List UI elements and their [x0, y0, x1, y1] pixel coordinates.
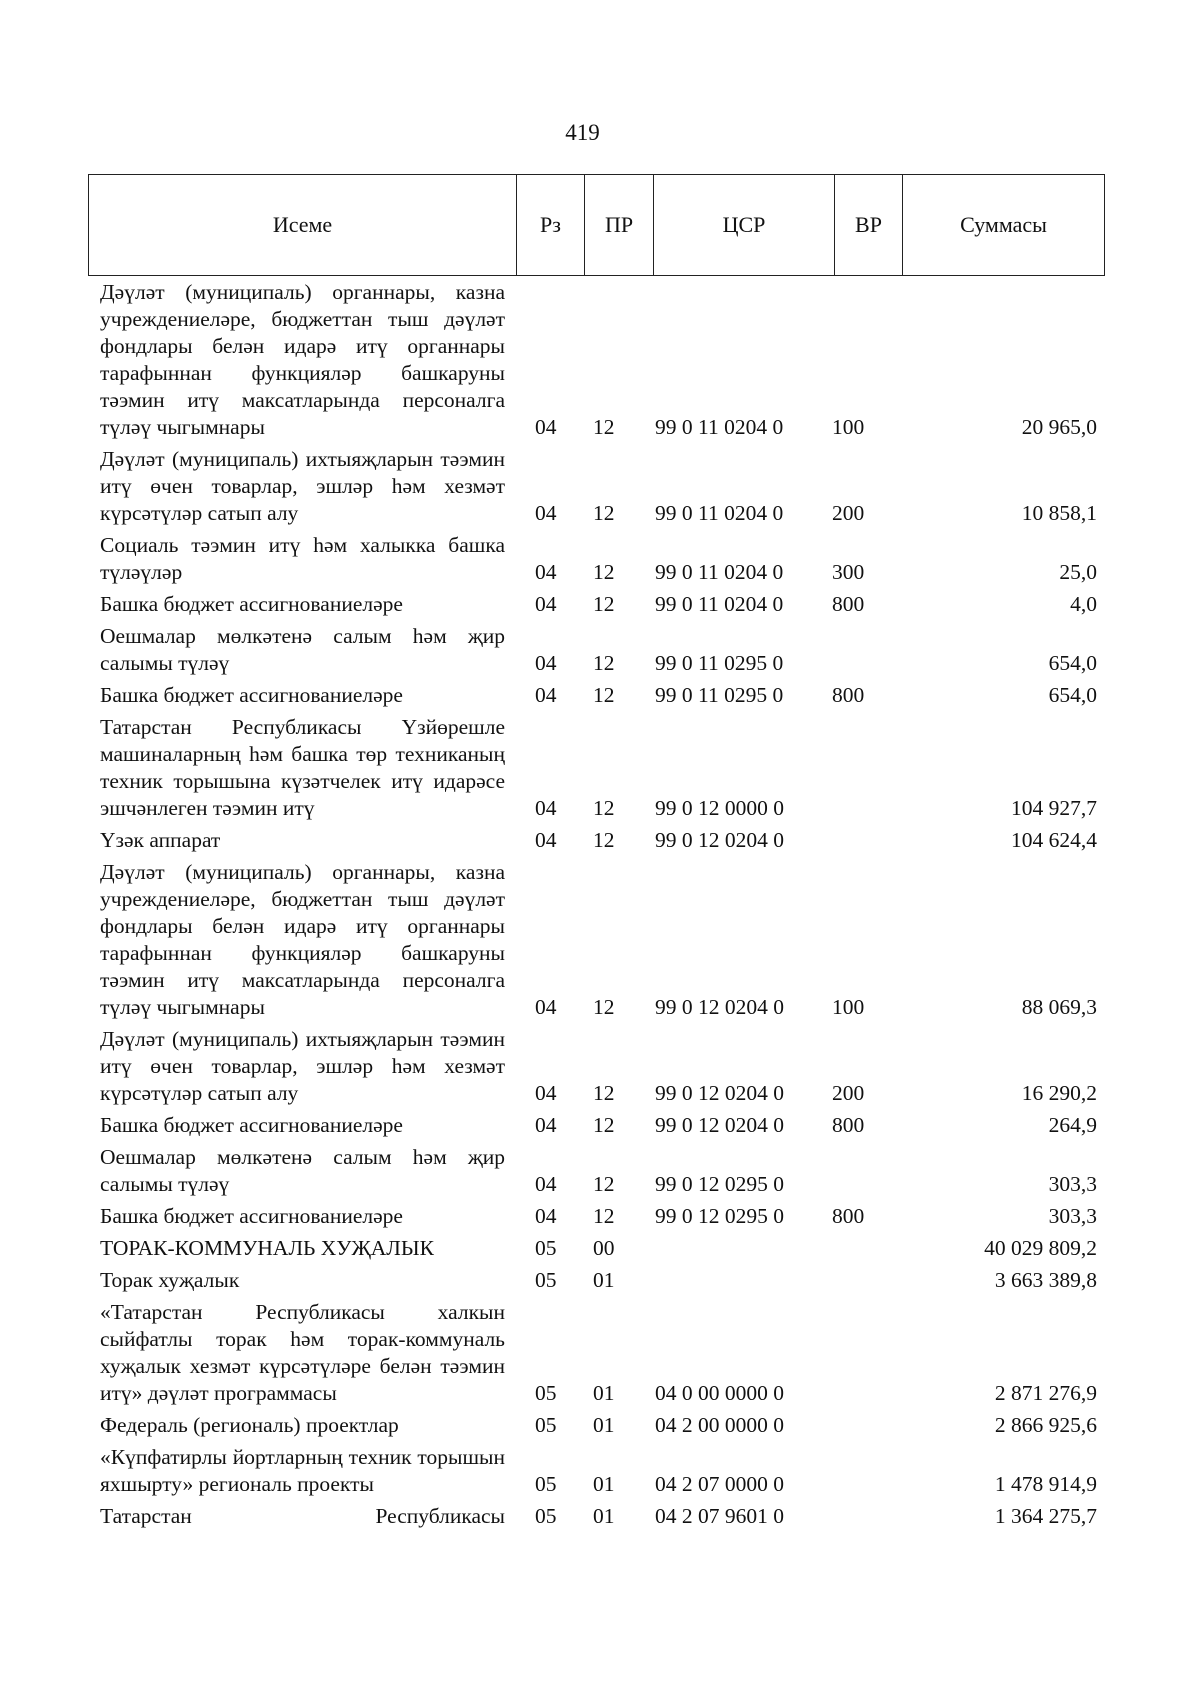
table-row [100, 1503, 1105, 1530]
row-name: Социаль тәэмин итү һәм халыкка башка түләүләр [100, 533, 505, 584]
row-vr: 800 [832, 1113, 865, 1137]
row-vr: 100 [832, 995, 865, 1019]
row-sum: 10 858,1 [1021, 501, 1097, 525]
row-rz: 04 [535, 995, 557, 1019]
row-pr: 12 [593, 501, 615, 525]
table-row [100, 279, 1105, 441]
row-pr: 12 [593, 415, 615, 439]
table-row [100, 1144, 1105, 1198]
row-rz: 05 [535, 1381, 557, 1405]
row-pr: 12 [593, 796, 615, 820]
row-rz: 04 [535, 683, 557, 707]
row-name: Дәүләт (муниципаль) ихтыяҗларын тәэмин итү өчен товарлар, эшләр һәм хезмәт күрсәтүләр сатып алу [100, 447, 505, 525]
row-csr: 99 0 12 0204 0 [655, 828, 784, 852]
row-sum: 104 624,4 [1011, 828, 1097, 852]
row-rz: 04 [535, 592, 557, 616]
row-name: Федераль (региональ) проектлар [100, 1413, 399, 1437]
row-rz: 04 [535, 501, 557, 525]
row-pr: 01 [593, 1504, 615, 1528]
row-rz: 05 [535, 1413, 557, 1437]
header-vr: ВР [835, 175, 903, 276]
row-pr: 12 [593, 592, 615, 616]
row-rz: 04 [535, 651, 557, 675]
row-pr: 01 [593, 1413, 615, 1437]
row-name: Башка бюджет ассигнованиеләре [100, 683, 403, 707]
page-number: 419 [565, 120, 600, 145]
row-name: Дәүләт (муниципаль) ихтыяҗларын тәэмин итү өчен товарлар, эшләр һәм хезмәт күрсәтүләр сатып алу [100, 1027, 505, 1105]
row-pr: 12 [593, 1172, 615, 1196]
table-row [100, 591, 1105, 618]
row-rz: 04 [535, 796, 557, 820]
row-name: Башка бюджет ассигнованиеләре [100, 592, 403, 616]
row-csr: 99 0 12 0295 0 [655, 1172, 784, 1196]
row-name: «Күпфатирлы йортларның техник торышын яхшырту» региональ проекты [100, 1445, 505, 1496]
row-rz: 04 [535, 560, 557, 584]
row-csr: 99 0 11 0204 0 [655, 592, 784, 616]
table-row [100, 1112, 1105, 1139]
table-row [100, 1267, 1105, 1294]
row-name: Оешмалар мөлкәтенә салым һәм җир салымы түләү [100, 1145, 505, 1196]
row-rz: 04 [535, 1204, 557, 1228]
row-vr: 800 [832, 1204, 865, 1228]
row-sum: 4,0 [1070, 592, 1097, 616]
table-row [100, 1412, 1105, 1439]
row-csr: 04 2 07 0000 0 [655, 1472, 784, 1496]
row-sum: 104 927,7 [1011, 796, 1097, 820]
row-csr: 99 0 12 0204 0 [655, 1113, 784, 1137]
row-rz: 04 [535, 1113, 557, 1137]
row-rz: 05 [535, 1472, 557, 1496]
row-pr: 01 [593, 1381, 615, 1405]
row-csr: 99 0 12 0000 0 [655, 796, 784, 820]
header-sum: Суммасы [903, 175, 1105, 276]
row-sum: 264,9 [1048, 1113, 1097, 1137]
row-sum: 654,0 [1048, 683, 1097, 707]
row-name: ТОРАК-КОММУНАЛЬ ХУҖАЛЫК [100, 1236, 434, 1260]
row-sum: 16 290,2 [1021, 1081, 1097, 1105]
row-pr: 12 [593, 828, 615, 852]
row-name: Татарстан Республикасы Үзйөрешле машиналарның һәм башка төр техниканың техник торышына күзәтчелек итү идарәсе эшчәнлеген тәэмин итү [100, 715, 505, 820]
row-name: Башка бюджет ассигнованиеләре [100, 1113, 403, 1137]
row-csr: 99 0 12 0295 0 [655, 1204, 784, 1228]
row-name: Торак хуҗалык [100, 1268, 240, 1292]
row-vr: 800 [832, 592, 865, 616]
row-csr: 99 0 12 0204 0 [655, 995, 784, 1019]
row-name: Дәүләт (муниципаль) органнары, казна учреждениеләре, бюджеттан тыш дәүләт фондлары белән идарә итү органнары тарафыннан функцияләр башкаруны тәэмин итү максатларында персоналга түләү чыгымнары [100, 860, 505, 1019]
header-name: Исеме [89, 175, 517, 276]
row-pr: 01 [593, 1268, 615, 1292]
header-pr: ПР [585, 175, 654, 276]
row-sum: 88 069,3 [1021, 995, 1097, 1019]
row-pr: 01 [593, 1472, 615, 1496]
table-row [100, 682, 1105, 709]
row-name: Дәүләт (муниципаль) органнары, казна учреждениеләре, бюджеттан тыш дәүләт фондлары белән идарә итү органнары тарафыннан функцияләр башкаруны тәэмин итү максатларында персоналга түләү чыгымнары [100, 280, 505, 439]
row-name: Башка бюджет ассигнованиеләре [100, 1204, 403, 1228]
row-pr: 12 [593, 651, 615, 675]
row-sum: 25,0 [1059, 560, 1097, 584]
row-csr: 04 2 07 9601 0 [655, 1504, 784, 1528]
row-sum: 20 965,0 [1021, 415, 1097, 439]
row-pr: 12 [593, 1113, 615, 1137]
table-row [100, 827, 1105, 854]
table-row [100, 1299, 1105, 1407]
table-row [100, 623, 1105, 677]
row-sum: 654,0 [1048, 651, 1097, 675]
row-csr: 99 0 11 0204 0 [655, 560, 784, 584]
table-row [100, 714, 1105, 822]
row-rz: 05 [535, 1504, 557, 1528]
row-pr: 12 [593, 1081, 615, 1105]
row-pr: 00 [593, 1236, 615, 1260]
table-row [100, 859, 1105, 1021]
table-body [100, 279, 1105, 1535]
row-csr: 99 0 11 0295 0 [655, 683, 784, 707]
table-header [88, 174, 1105, 276]
row-csr: 04 0 00 0000 0 [655, 1381, 784, 1405]
row-name: Оешмалар мөлкәтенә салым һәм җир салымы түләү [100, 624, 505, 675]
row-sum: 1 478 914,9 [994, 1472, 1097, 1496]
row-sum: 303,3 [1048, 1172, 1097, 1196]
row-pr: 12 [593, 995, 615, 1019]
header-rz: Рз [517, 175, 585, 276]
row-sum: 3 663 389,8 [994, 1268, 1097, 1292]
row-sum: 40 029 809,2 [984, 1236, 1097, 1260]
row-rz: 05 [535, 1236, 557, 1260]
table-row [100, 1026, 1105, 1107]
row-rz: 05 [535, 1268, 557, 1292]
row-csr: 99 0 11 0204 0 [655, 501, 784, 525]
row-rz: 04 [535, 828, 557, 852]
table-row [100, 446, 1105, 527]
table-row [100, 1235, 1105, 1262]
row-vr: 300 [832, 560, 865, 584]
row-rz: 04 [535, 415, 557, 439]
row-sum: 1 364 275,7 [994, 1504, 1097, 1528]
row-name: Үзәк аппарат [100, 828, 221, 852]
row-vr: 200 [832, 501, 865, 525]
header-csr: ЦСР [654, 175, 835, 276]
row-vr: 100 [832, 415, 865, 439]
row-csr: 04 2 00 0000 0 [655, 1413, 784, 1437]
row-csr: 99 0 12 0204 0 [655, 1081, 784, 1105]
row-pr: 12 [593, 1204, 615, 1228]
row-sum: 2 871 276,9 [994, 1381, 1097, 1405]
row-name: «Татарстан Республикасы халкын сыйфатлы торак һәм торак-коммуналь хуҗалык хезмәт күрсәтүләре белән тәэмин итү» дәүләт программасы [100, 1300, 505, 1405]
row-csr: 99 0 11 0295 0 [655, 651, 784, 675]
row-sum: 303,3 [1048, 1204, 1097, 1228]
row-vr: 800 [832, 683, 865, 707]
table-row [100, 1203, 1105, 1230]
row-rz: 04 [535, 1081, 557, 1105]
row-rz: 04 [535, 1172, 557, 1196]
table-row [100, 532, 1105, 586]
row-csr: 99 0 11 0204 0 [655, 415, 784, 439]
row-pr: 12 [593, 560, 615, 584]
row-name: Татарстан Республикасы [100, 1504, 505, 1528]
row-pr: 12 [593, 683, 615, 707]
table-row [100, 1444, 1105, 1498]
row-vr: 200 [832, 1081, 865, 1105]
row-sum: 2 866 925,6 [994, 1413, 1097, 1437]
